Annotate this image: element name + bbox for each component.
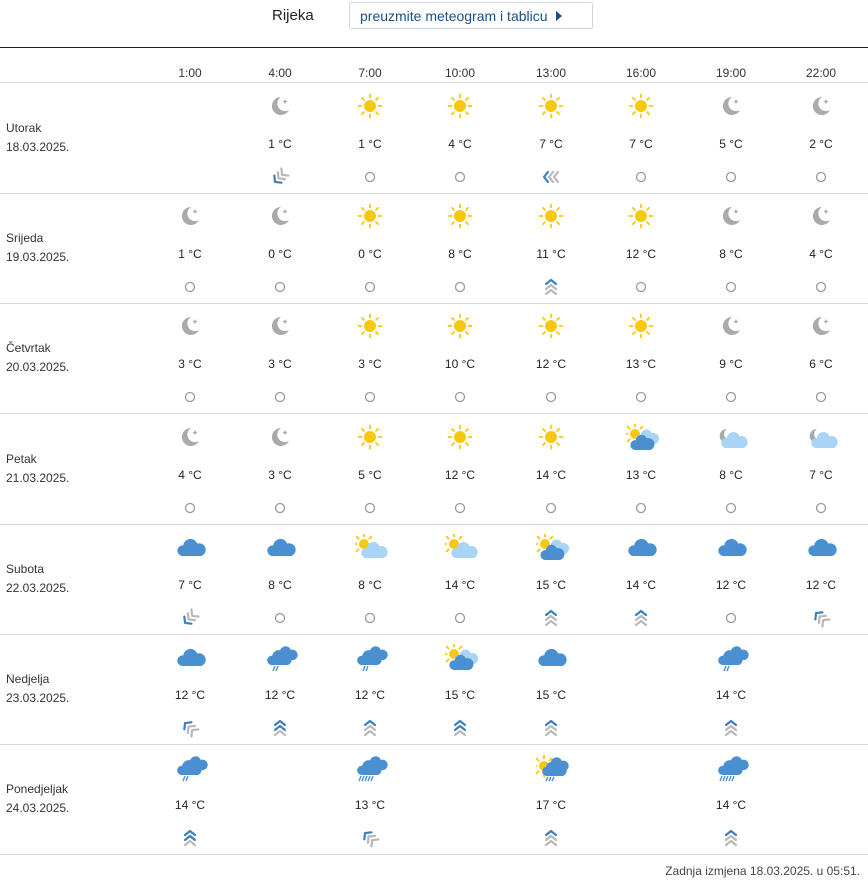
- sun-icon: [355, 313, 385, 339]
- temperature: 0 °C: [268, 247, 292, 262]
- moon-icon: [265, 424, 295, 450]
- forecast-cell[interactable]: [330, 634, 410, 744]
- day-date: 24.03.2025.: [6, 801, 70, 816]
- wind-n-moderate-icon: [541, 718, 561, 738]
- temperature: 14 °C: [174, 798, 206, 813]
- hour-label: 13:00: [535, 66, 567, 80]
- cloud-rain-icon: [716, 644, 746, 670]
- calm-icon: [721, 608, 741, 628]
- day-row: [0, 744, 868, 855]
- forecast-cell[interactable]: [420, 303, 500, 413]
- hour-label: 1:00: [178, 66, 202, 80]
- temperature: 5 °C: [719, 137, 743, 151]
- wind-n-strong-icon: [450, 718, 470, 738]
- sun-cloud-rain-icon: [536, 754, 566, 780]
- day-name: Ponedjeljak: [6, 782, 69, 797]
- temperature: 15 °C: [535, 577, 567, 592]
- forecast-cell[interactable]: [150, 524, 230, 634]
- sun-cloud-dark-icon: [626, 424, 656, 450]
- temperature: 12 °C: [535, 357, 567, 372]
- hour-label: 22:00: [805, 66, 837, 80]
- calm-icon: [721, 167, 741, 187]
- calm-icon: [180, 498, 200, 518]
- forecast-cell[interactable]: [330, 744, 410, 854]
- moon-icon: [175, 424, 205, 450]
- forecast-cell[interactable]: [691, 193, 771, 303]
- wind-n-moderate-icon: [541, 828, 561, 848]
- temperature: 13 °C: [354, 798, 386, 813]
- day-name: Subota: [6, 561, 45, 576]
- forecast-cell[interactable]: [781, 193, 861, 303]
- day-row: [0, 414, 868, 525]
- sun-icon: [445, 424, 475, 450]
- temperature: 10 °C: [444, 357, 476, 372]
- hour-label: 16:00: [625, 66, 657, 80]
- sun-cloud-icon: [445, 534, 475, 560]
- temperature: 8 °C: [448, 247, 472, 262]
- moon-icon: [265, 93, 295, 119]
- temperature: 7 °C: [809, 467, 833, 482]
- moon-icon: [716, 203, 746, 229]
- moon-icon: [806, 203, 836, 229]
- sun-icon: [536, 313, 566, 339]
- temperature: 15 °C: [444, 688, 476, 702]
- temperature: 4 °C: [809, 247, 833, 262]
- cloud-heavy-rain-icon: [716, 754, 746, 780]
- calm-icon: [270, 608, 290, 628]
- day-row: [0, 303, 868, 414]
- sun-icon: [536, 424, 566, 450]
- cloud-heavy-rain-icon: [355, 754, 385, 780]
- forecast-cell[interactable]: [781, 414, 861, 524]
- day-label: [6, 119, 69, 157]
- temperature: 3 °C: [358, 357, 382, 372]
- calm-icon: [360, 277, 380, 297]
- day-date: 21.03.2025.: [6, 470, 70, 485]
- forecast-cell[interactable]: [240, 634, 320, 744]
- temperature: 4 °C: [448, 137, 472, 151]
- city-name: Rijeka: [272, 7, 314, 24]
- calm-icon: [180, 277, 200, 297]
- temperature: 3 °C: [268, 467, 292, 482]
- temperature: 8 °C: [719, 247, 743, 262]
- temperature: 3 °C: [268, 357, 292, 372]
- calm-icon: [541, 387, 561, 407]
- day-label: [6, 670, 69, 708]
- day-date: 20.03.2025.: [6, 360, 70, 375]
- forecast-cell[interactable]: [511, 83, 591, 193]
- forecast-cell[interactable]: [781, 83, 861, 193]
- temperature: 15 °C: [535, 688, 567, 702]
- day-label: [6, 560, 69, 598]
- sun-icon: [355, 93, 385, 119]
- day-name: Srijeda: [6, 231, 44, 246]
- sun-cloud-dark-icon: [445, 644, 475, 670]
- wind-n-strong-icon: [180, 828, 200, 848]
- forecast-cell[interactable]: [781, 303, 861, 413]
- temperature: 12 °C: [444, 467, 476, 482]
- temperature: 12 °C: [715, 577, 747, 592]
- meteogram-button-label: preuzmite meteogram i tablicu: [360, 8, 548, 24]
- sun-icon: [536, 203, 566, 229]
- forecast-cell[interactable]: [240, 414, 320, 524]
- calm-icon: [811, 277, 831, 297]
- forecast-cell[interactable]: [781, 524, 861, 634]
- temperature: 7 °C: [629, 137, 653, 151]
- forecast-cell[interactable]: [511, 303, 591, 413]
- temperature: 12 °C: [354, 688, 386, 702]
- forecast-cell[interactable]: [691, 83, 771, 193]
- cloud-rain-icon: [355, 644, 385, 670]
- calm-icon: [360, 608, 380, 628]
- day-row: [0, 83, 868, 194]
- cloud-icon: [175, 534, 205, 560]
- forecast-cell[interactable]: [601, 524, 681, 634]
- forecast-cell[interactable]: [420, 83, 500, 193]
- forecast-cell[interactable]: [240, 303, 320, 413]
- temperature: 14 °C: [444, 577, 476, 592]
- temperature: 9 °C: [719, 357, 743, 372]
- forecast-cell[interactable]: [330, 83, 410, 193]
- day-label: [6, 229, 69, 267]
- wind-n-moderate-icon: [360, 718, 380, 738]
- wind-nw-light-icon: [811, 608, 831, 628]
- wind-n-moderate-icon: [721, 828, 741, 848]
- forecast-cell[interactable]: [420, 524, 500, 634]
- sun-icon: [355, 203, 385, 229]
- wind-n-moderate-icon: [631, 608, 651, 628]
- day-label: [6, 450, 69, 488]
- cloud-icon: [265, 534, 295, 560]
- forecast-cell[interactable]: [150, 414, 230, 524]
- calm-icon: [270, 277, 290, 297]
- day-row: [0, 193, 868, 304]
- forecast-cell[interactable]: [511, 744, 591, 854]
- temperature: 4 °C: [178, 467, 202, 482]
- calm-icon: [450, 277, 470, 297]
- wind-n-moderate-icon: [541, 277, 561, 297]
- calm-icon: [721, 387, 741, 407]
- sun-icon: [626, 93, 656, 119]
- forecast-cell[interactable]: [601, 414, 681, 524]
- cloud-icon: [175, 644, 205, 670]
- wind-nw-light-icon: [180, 718, 200, 738]
- forecast-cell[interactable]: [240, 193, 320, 303]
- moon-icon: [806, 93, 836, 119]
- hour-label: 4:00: [268, 66, 292, 80]
- calm-icon: [450, 608, 470, 628]
- forecast-cell[interactable]: [511, 524, 591, 634]
- forecast-cell[interactable]: [691, 303, 771, 413]
- sun-icon: [445, 313, 475, 339]
- temperature: 11 °C: [536, 247, 566, 262]
- calm-icon: [811, 387, 831, 407]
- sun-icon: [445, 93, 475, 119]
- moon-icon: [265, 313, 295, 339]
- day-date: 19.03.2025.: [6, 250, 70, 265]
- moon-cloud-icon: [716, 424, 746, 450]
- hour-label: 19:00: [715, 66, 747, 80]
- sun-icon: [445, 203, 475, 229]
- calm-icon: [811, 498, 831, 518]
- calm-icon: [631, 167, 651, 187]
- hour-label: 10:00: [444, 66, 476, 80]
- temperature: 14 °C: [715, 798, 747, 813]
- temperature: 1 °C: [358, 137, 382, 151]
- temperature: 12 °C: [174, 688, 206, 702]
- forecast-cell[interactable]: [330, 303, 410, 413]
- forecast-cell[interactable]: [330, 414, 410, 524]
- temperature: 13 °C: [625, 357, 657, 372]
- wind-w-moderate-icon: [541, 167, 561, 187]
- calm-icon: [450, 167, 470, 187]
- calm-icon: [631, 387, 651, 407]
- moon-icon: [806, 313, 836, 339]
- sun-cloud-icon: [355, 534, 385, 560]
- day-label: [6, 339, 69, 377]
- forecast-cell[interactable]: [511, 634, 591, 744]
- temperature: 8 °C: [358, 577, 382, 592]
- cloud-rain-icon: [175, 754, 205, 780]
- temperature: 12 °C: [625, 247, 657, 262]
- temperature: 13 °C: [625, 467, 657, 482]
- forecast-cell[interactable]: [420, 414, 500, 524]
- calm-icon: [180, 387, 200, 407]
- forecast-cell[interactable]: [601, 83, 681, 193]
- day-name: Petak: [6, 451, 37, 466]
- calm-icon: [360, 498, 380, 518]
- sun-cloud-dark-icon: [536, 534, 566, 560]
- forecast-cell[interactable]: [420, 634, 500, 744]
- moon-icon: [716, 93, 746, 119]
- cloud-rain-icon: [265, 644, 295, 670]
- temperature: 8 °C: [719, 467, 743, 482]
- temperature: 7 °C: [539, 137, 563, 151]
- day-label: [6, 780, 69, 818]
- day-name: Nedjelja: [6, 672, 50, 686]
- temperature: 12 °C: [805, 577, 837, 592]
- forecast-cell[interactable]: [601, 303, 681, 413]
- temperature: 1 °C: [178, 247, 202, 262]
- forecast-cell[interactable]: [240, 524, 320, 634]
- moon-icon: [175, 313, 205, 339]
- wind-n-moderate-icon: [721, 718, 741, 738]
- sun-icon: [536, 93, 566, 119]
- temperature: 7 °C: [178, 577, 202, 592]
- temperature: 1 °C: [268, 137, 292, 151]
- forecast-cell[interactable]: [150, 744, 230, 854]
- temperature: 14 °C: [535, 467, 567, 482]
- moon-cloud-icon: [806, 424, 836, 450]
- forecast-cell[interactable]: [150, 193, 230, 303]
- temperature: 8 °C: [268, 577, 292, 592]
- moon-icon: [265, 203, 295, 229]
- calm-icon: [631, 498, 651, 518]
- day-date: 22.03.2025.: [6, 580, 70, 595]
- calm-icon: [631, 277, 651, 297]
- temperature: 14 °C: [715, 688, 747, 702]
- forecast-cell[interactable]: [420, 193, 500, 303]
- sun-icon: [355, 424, 385, 450]
- wind-sw-light-icon: [270, 167, 290, 187]
- calm-icon: [360, 167, 380, 187]
- forecast-cell[interactable]: [601, 193, 681, 303]
- moon-icon: [716, 313, 746, 339]
- forecast-cell[interactable]: [511, 193, 591, 303]
- calm-icon: [541, 498, 561, 518]
- forecast-cell[interactable]: [691, 744, 771, 854]
- forecast-cell[interactable]: [330, 193, 410, 303]
- day-date: 18.03.2025.: [6, 140, 70, 154]
- calm-icon: [270, 387, 290, 407]
- temperature: 14 °C: [625, 577, 657, 592]
- forecast-cell[interactable]: [150, 634, 230, 744]
- forecast-cell[interactable]: [330, 524, 410, 634]
- wind-n-strong-icon: [270, 718, 290, 738]
- forecast-cell[interactable]: [691, 634, 771, 744]
- hour-label: 7:00: [358, 66, 382, 80]
- cloud-icon: [806, 534, 836, 560]
- calm-icon: [721, 277, 741, 297]
- wind-nw-light-icon: [360, 828, 380, 848]
- cloud-icon: [716, 534, 746, 560]
- calm-icon: [811, 167, 831, 187]
- temperature: 17 °C: [535, 798, 567, 813]
- wind-sw-light-icon: [180, 608, 200, 628]
- forecast-cell[interactable]: [691, 414, 771, 524]
- day-name: Četvrtak: [6, 341, 51, 356]
- temperature: 0 °C: [358, 247, 382, 262]
- calm-icon: [360, 387, 380, 407]
- sun-icon: [626, 313, 656, 339]
- calm-icon: [450, 387, 470, 407]
- temperature: 12 °C: [264, 688, 296, 702]
- temperature: 2 °C: [809, 137, 833, 151]
- temperature: 3 °C: [178, 357, 202, 372]
- wind-n-moderate-icon: [541, 608, 561, 628]
- day-row: [0, 524, 868, 635]
- day-date: 23.03.2025.: [6, 691, 70, 705]
- forecast-cell[interactable]: [691, 524, 771, 634]
- forecast-cell[interactable]: [240, 83, 320, 193]
- sun-icon: [626, 203, 656, 229]
- moon-icon: [175, 203, 205, 229]
- temperature: 5 °C: [358, 467, 382, 482]
- meteogram-download-button[interactable]: [349, 2, 593, 29]
- calm-icon: [450, 498, 470, 518]
- day-row: [0, 634, 868, 745]
- hours-header-row: [0, 47, 868, 83]
- cloud-icon: [626, 534, 656, 560]
- forecast-cell[interactable]: [150, 303, 230, 413]
- header-bar: [0, 0, 868, 48]
- forecast-cell[interactable]: [511, 414, 591, 524]
- day-name: Utorak: [6, 121, 42, 135]
- last-updated: Zadnja izmjena 18.03.2025. u 05:51.: [665, 864, 860, 878]
- calm-icon: [721, 498, 741, 518]
- caret-right-icon: [556, 11, 562, 21]
- calm-icon: [270, 498, 290, 518]
- temperature: 6 °C: [809, 357, 833, 372]
- cloud-icon: [536, 644, 566, 670]
